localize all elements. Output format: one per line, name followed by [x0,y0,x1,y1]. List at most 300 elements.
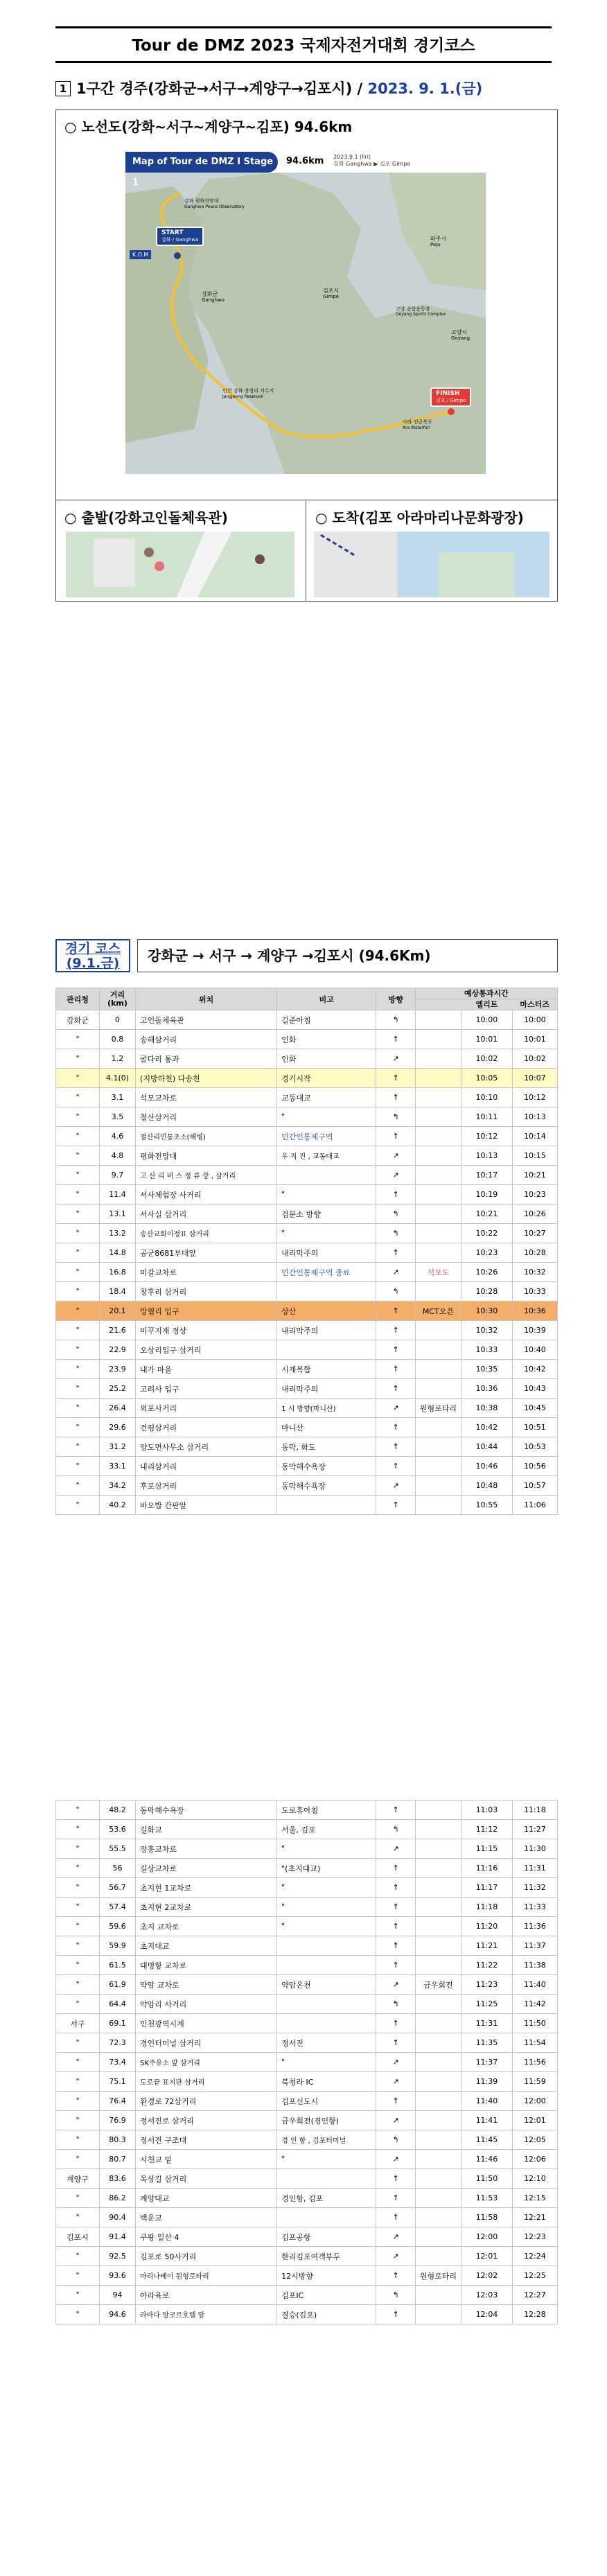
table-cell [415,1995,461,2014]
table-cell [277,2169,376,2189]
table-row [56,1263,558,1282]
table-cell: 10:57 [512,1476,557,1496]
table-cell: 10:33 [461,1340,513,1360]
table-cell: 동막, 화도 [277,1437,376,1457]
table-cell: " [56,1399,100,1418]
table-cell: 11:46 [461,2150,513,2169]
table-cell: ↰ [376,1107,415,1127]
table-row [56,2150,558,2169]
table-cell: 57.4 [99,1898,135,1917]
table-cell: 10:45 [512,1399,557,1418]
course-route: 강화군 → 서구 → 계양구 →김포시 (94.6Km) [137,939,558,972]
table-cell: " [56,1049,100,1069]
table-cell: " [56,1107,100,1127]
table-cell: " [56,1859,100,1878]
place-1: 강화 평화전망대 [184,198,219,204]
table-cell: 10:55 [461,1496,513,1515]
stage-number: 1 [55,81,71,96]
table-cell: 10:48 [461,1476,513,1496]
col-location: 위치 [136,988,277,1010]
table-cell: ↑ [376,1418,415,1437]
stage-heading [55,78,482,98]
col-blank [416,999,461,1010]
table-cell: 12:01 [512,2111,557,2130]
start-area-map [66,532,294,597]
table-cell: " [56,2072,100,2092]
table-cell: 10:00 [461,1010,513,1030]
col-note: 비고 [277,988,376,1010]
table-cell: " [56,1263,100,1282]
table-cell: 계양구 [56,2169,100,2189]
table-cell: 서울, 김포 [277,1820,376,1839]
table-cell [415,1088,461,1107]
table-cell: 라마다 앙코르호텔 앞 [136,2305,277,2324]
table-cell [415,1069,461,1088]
table-row [56,1107,558,1127]
table-cell [415,1204,461,1224]
table-cell: 10:21 [461,1204,513,1224]
table-cell: " [56,1204,100,1224]
table-cell: 11:42 [512,1995,557,2014]
table-cell: " [56,1243,100,1263]
table-cell: " [277,1185,376,1204]
table-cell: 12:05 [512,2130,557,2150]
table-cell: 76.4 [99,2092,135,2111]
table-cell [415,2053,461,2072]
table-cell: ↑ [376,1302,415,1321]
table-cell: 12:10 [512,2169,557,2189]
table-row [56,1127,558,1146]
table-row [56,1820,558,1839]
table-cell: 계양대교 [136,2189,277,2208]
table-cell: 91.4 [99,2227,135,2247]
table-row [56,1340,558,1360]
table-row [56,1185,558,1204]
table-cell: 10:44 [461,1437,513,1457]
table-cell [415,1956,461,1975]
table-row [56,1859,558,1878]
place-8: Gimpo [323,294,339,299]
finish-area-map [314,532,549,597]
table-cell: 11.4 [99,1185,135,1204]
table-cell: 3.1 [99,1088,135,1107]
table-cell: " [56,1360,100,1379]
table-cell: ↑ [376,1800,415,1820]
table-cell: ↑ [376,1069,415,1088]
table-cell: 11:17 [461,1878,513,1898]
table-cell: 초지대교 [136,1936,277,1956]
table-cell: ↑ [376,1340,415,1360]
table-cell [415,1049,461,1069]
table-cell: 11:18 [512,1800,557,1820]
table-cell: 10:28 [512,1243,557,1263]
table-cell: ↑ [376,1878,415,1898]
table-cell: " [277,1839,376,1859]
table-cell: 11:06 [512,1496,557,1515]
table-cell: 12:03 [461,2286,513,2305]
table-cell: " [56,2208,100,2227]
table-cell: 석모도 [415,1263,461,1282]
table-cell: 11:58 [461,2208,513,2227]
table-cell: 53.6 [99,1820,135,1839]
table-cell: 21.6 [99,1321,135,1340]
title-block [55,26,552,63]
table-cell: 결승(김포) [277,2305,376,2324]
table-cell: " [56,1476,100,1496]
table-cell [415,1898,461,1917]
table-cell: 시재복합 [277,1360,376,1379]
table-row [56,1049,558,1069]
table-row [56,1399,558,1418]
col-time-group [415,988,557,1010]
table-cell: 10:19 [461,1185,513,1204]
table-cell: 10:38 [461,1399,513,1418]
table-cell: 1 시 방향(마니산) [277,1399,376,1418]
table-cell: 평화전망대 [136,1146,277,1166]
table-cell: ↑ [376,1457,415,1476]
table-cell: 동막해수욕장 [277,1457,376,1476]
table-cell: ↗ [376,1146,415,1166]
table-row [56,1437,558,1457]
col-agency: 관리청 [56,988,100,1010]
table-cell: " [56,1956,100,1975]
table-cell: 31.2 [99,1437,135,1457]
table-cell [415,1437,461,1457]
table-cell: 11:03 [461,1800,513,1820]
table-cell: ↗ [376,1975,415,1995]
page-title: Tour de DMZ 2023 국제자전거대회 경기코스 [55,26,552,63]
table-cell: 69.1 [99,2014,135,2033]
table-cell: ↑ [376,1859,415,1878]
table-cell [415,2286,461,2305]
table-cell [415,1878,461,1898]
course-frame [55,109,558,602]
table-cell [277,1496,376,1515]
table-cell: 4.8 [99,1146,135,1166]
table-cell: 한리김포여객부두 [277,2247,376,2266]
table-cell [277,2014,376,2033]
table-row [56,1321,558,1340]
table-cell: 11:20 [461,1917,513,1936]
table-cell: 12:27 [512,2286,557,2305]
table-cell [415,1379,461,1399]
table-cell: 11:12 [461,1820,513,1839]
table-cell: 20.1 [99,1302,135,1321]
table-cell: " [277,1107,376,1127]
table-cell [415,1839,461,1859]
table-cell: " [277,1224,376,1243]
table-cell: 10:02 [512,1049,557,1069]
table-cell: 10:10 [461,1088,513,1107]
table-cell: 초지현 2교차로 [136,1898,277,1917]
table-cell: ↗ [376,2072,415,2092]
table-cell: 경인터미널 삼거리 [136,2033,277,2053]
table-cell: ↑ [376,1936,415,1956]
table-cell: 10:35 [461,1360,513,1379]
table-cell: " [56,1437,100,1457]
table-cell: 경인항, 김포 [277,2189,376,2208]
finish-marker [430,387,471,407]
table-cell: ↑ [376,1030,415,1049]
table-cell: 94.6 [99,2305,135,2324]
table-row [56,1204,558,1224]
table-cell: 10:46 [461,1457,513,1476]
table-row [56,2247,558,2266]
table-cell [415,2305,461,2324]
table-cell [415,1360,461,1379]
table-cell: 4.6 [99,1127,135,1146]
table-cell: " [56,1898,100,1917]
table-cell: 11:37 [461,2053,513,2072]
table-cell: " [56,1496,100,1515]
table-cell: ↑ [376,1956,415,1975]
table-cell: 고인돌체육관 [136,1010,277,1030]
table-cell: ↑ [376,2014,415,2033]
table-cell: 10:32 [512,1263,557,1282]
table-cell: ↰ [376,1010,415,1030]
table-cell: 금우회전 [415,1975,461,1995]
table-row [56,1839,558,1859]
table-cell: 12:06 [512,2150,557,2169]
table-cell: ↗ [376,1166,415,1185]
table-cell: 72.3 [99,2033,135,2053]
table-cell: 10:56 [512,1457,557,1476]
table-cell: 22.9 [99,1340,135,1360]
table-cell: 길상교차로 [136,1859,277,1878]
table-cell: 56.7 [99,1878,135,1898]
table-cell [415,1917,461,1936]
table-cell: 12:01 [461,2247,513,2266]
table-cell: 23.9 [99,1360,135,1379]
table-cell: ↑ [376,2189,415,2208]
table-cell: 인화 [277,1049,376,1069]
table-cell: 11:50 [512,2014,557,2033]
table-cell: 송산교회이정표 삼거리 [136,1224,277,1243]
table-cell: " [56,1340,100,1360]
table-row [56,1800,558,1820]
table-cell: " [56,1088,100,1107]
table-cell: 76.9 [99,2111,135,2130]
start-marker [156,227,204,246]
table-cell: 목상길 삼거리 [136,2169,277,2189]
table-cell: 마리나베이 원형로타리 [136,2266,277,2286]
table-cell [277,2208,376,2227]
table-cell: " [56,2189,100,2208]
table-cell [415,2111,461,2130]
table-cell: 10:32 [461,1321,513,1340]
table-cell: ↗ [376,1476,415,1496]
table-cell: 11:31 [461,2014,513,2033]
table-row [56,1457,558,1476]
table-cell [277,1936,376,1956]
table-cell [415,1146,461,1166]
table-cell [415,2227,461,2247]
table-cell: 백운교 [136,2208,277,2227]
table-cell: " [56,1127,100,1146]
place-11: 고양 종합운동장 [396,306,430,312]
table-cell: MCT오픈 [415,1302,461,1321]
table-row [56,1476,558,1496]
place-13: 인천 강화 장정리 저수지 [222,388,274,394]
table-cell [415,1243,461,1263]
table-cell: "(초지대교) [277,1859,376,1878]
table-cell: 원형로타리 [415,1399,461,1418]
table-cell: 10:07 [512,1069,557,1088]
table-cell: 11:37 [512,1936,557,1956]
table-cell: 59.9 [99,1936,135,1956]
table-cell: 서구 [56,2014,100,2033]
table-cell: 12:04 [461,2305,513,2324]
table-row [56,1878,558,1898]
table-cell: 61.5 [99,1956,135,1975]
table-row [56,1069,558,1088]
table-cell [415,2150,461,2169]
table-cell: 10:33 [512,1282,557,1302]
table-cell [415,2130,461,2150]
table-cell: 34.2 [99,1476,135,1496]
table-cell: 11:54 [512,2033,557,2053]
table-cell: " [277,1917,376,1936]
table-cell [415,1476,461,1496]
table-cell: 김포IC [277,2286,376,2305]
table-row [56,1995,558,2014]
table-cell: " [56,2266,100,2286]
table-cell [415,1936,461,1956]
finish-panel-title: ○ 도착(김포 아라마리나문화광장) [315,509,524,526]
table-cell [415,2189,461,2208]
table-cell: " [56,2130,100,2150]
table-cell: ↑ [376,2305,415,2324]
table-row [56,2014,558,2033]
table-cell: " [56,1917,100,1936]
table-cell: " [56,1839,100,1859]
table-cell: ↑ [376,1496,415,1515]
table-cell: 10:42 [461,1418,513,1437]
table-cell [415,1820,461,1839]
table-cell: 12:00 [461,2227,513,2247]
table-cell: ↑ [376,1321,415,1340]
table-cell: ↑ [376,1127,415,1146]
table-cell: 10:30 [461,1302,513,1321]
table-cell: 12:25 [512,2266,557,2286]
table-cell: " [56,2111,100,2130]
table-row [56,1360,558,1379]
table-cell: 쿠팡 일산 4 [136,2227,277,2247]
table-cell: SK주유소 앞 삼거리 [136,2053,277,2072]
table-cell: 40.2 [99,1496,135,1515]
table-cell: 12:15 [512,2189,557,2208]
table-cell: 14.8 [99,1243,135,1263]
table-cell: 29.6 [99,1418,135,1437]
place-15: 아라 인공폭포 [403,419,432,425]
table-cell: 내리삼거리 [136,1457,277,1476]
table-row [56,2208,558,2227]
table-cell: 환경로 72삼거리 [136,2092,277,2111]
table-cell: 약암리 사거리 [136,1995,277,2014]
table-row [56,1956,558,1975]
table-cell: 민간인통제구역 종료 [277,1263,376,1282]
table-cell: 10:26 [512,1204,557,1224]
table-cell: 10:01 [512,1030,557,1049]
table-cell: 11:59 [512,2072,557,2092]
table-cell: 11:50 [461,2169,513,2189]
table-cell: ↰ [376,1820,415,1839]
col-direction: 방향 [376,988,415,1010]
table-cell [415,1340,461,1360]
table-cell: 내가 마을 [136,1360,277,1379]
table-cell: 13.2 [99,1224,135,1243]
table-cell [415,1166,461,1185]
table-cell: " [56,2053,100,2072]
table-cell: ↑ [376,2169,415,2189]
table-cell: 김포시 [56,2227,100,2247]
table-cell: 시천교 밑 [136,2150,277,2169]
table-cell: " [56,1975,100,1995]
course-heading [55,939,558,972]
table-row [56,1030,558,1049]
table-row [56,1010,558,1030]
finish-label: FINISH [436,390,460,397]
table-cell: 0 [99,1010,135,1030]
col-time-sub [416,999,557,1010]
table-cell: 마니산 [277,1418,376,1437]
table-cell: 바오밥 간판앞 [136,1496,277,1515]
table-row [56,1975,558,1995]
table-cell: 80.7 [99,2150,135,2169]
table-cell: 1.2 [99,1049,135,1069]
table-cell [415,2072,461,2092]
table-cell: 10:51 [512,1418,557,1437]
table-cell: 11:18 [461,1898,513,1917]
table-cell: 56 [99,1859,135,1878]
table-cell: ↰ [376,1282,415,1302]
table-cell [415,1185,461,1204]
table-cell: " [56,2286,100,2305]
table-cell [415,2208,461,2227]
route-map [125,152,486,474]
table-cell: 94 [99,2286,135,2305]
table-cell: 64.4 [99,1995,135,2014]
place-10: Goyang [451,335,470,341]
table-row [56,2305,558,2324]
table-cell: 11:45 [461,2130,513,2150]
table-cell: 80.3 [99,2130,135,2150]
table-cell: " [56,1878,100,1898]
table-cell: 검문소 방향 [277,1204,376,1224]
place-14: Jangjeong Reservoir [222,394,264,399]
table-cell: 10:13 [512,1107,557,1127]
table-cell: 내리막주의 [277,1379,376,1399]
place-3: 강화군 [202,291,218,297]
table-cell: ↰ [376,1204,415,1224]
table-cell: ↗ [376,2227,415,2247]
table-cell: 우 직 진 , 교동대교 [277,1146,376,1166]
table-cell: 공군8681부대앞 [136,1243,277,1263]
table-cell: 10:39 [512,1321,557,1340]
table-cell: 12:23 [512,2227,557,2247]
map-distance: 94.6km [286,156,324,166]
table-cell: 0.8 [99,1030,135,1049]
table-cell: " [277,1878,376,1898]
table-cell: 11:32 [512,1878,557,1898]
table-cell: 교동대교 [277,1088,376,1107]
table-cell: 서사실 삼거리 [136,1204,277,1224]
table-cell [415,1859,461,1878]
table-cell: " [277,2150,376,2169]
table-cell: 11:31 [512,1859,557,1878]
table-cell: 외포사거리 [136,1399,277,1418]
table-cell: 동막해수욕장 [136,1800,277,1820]
